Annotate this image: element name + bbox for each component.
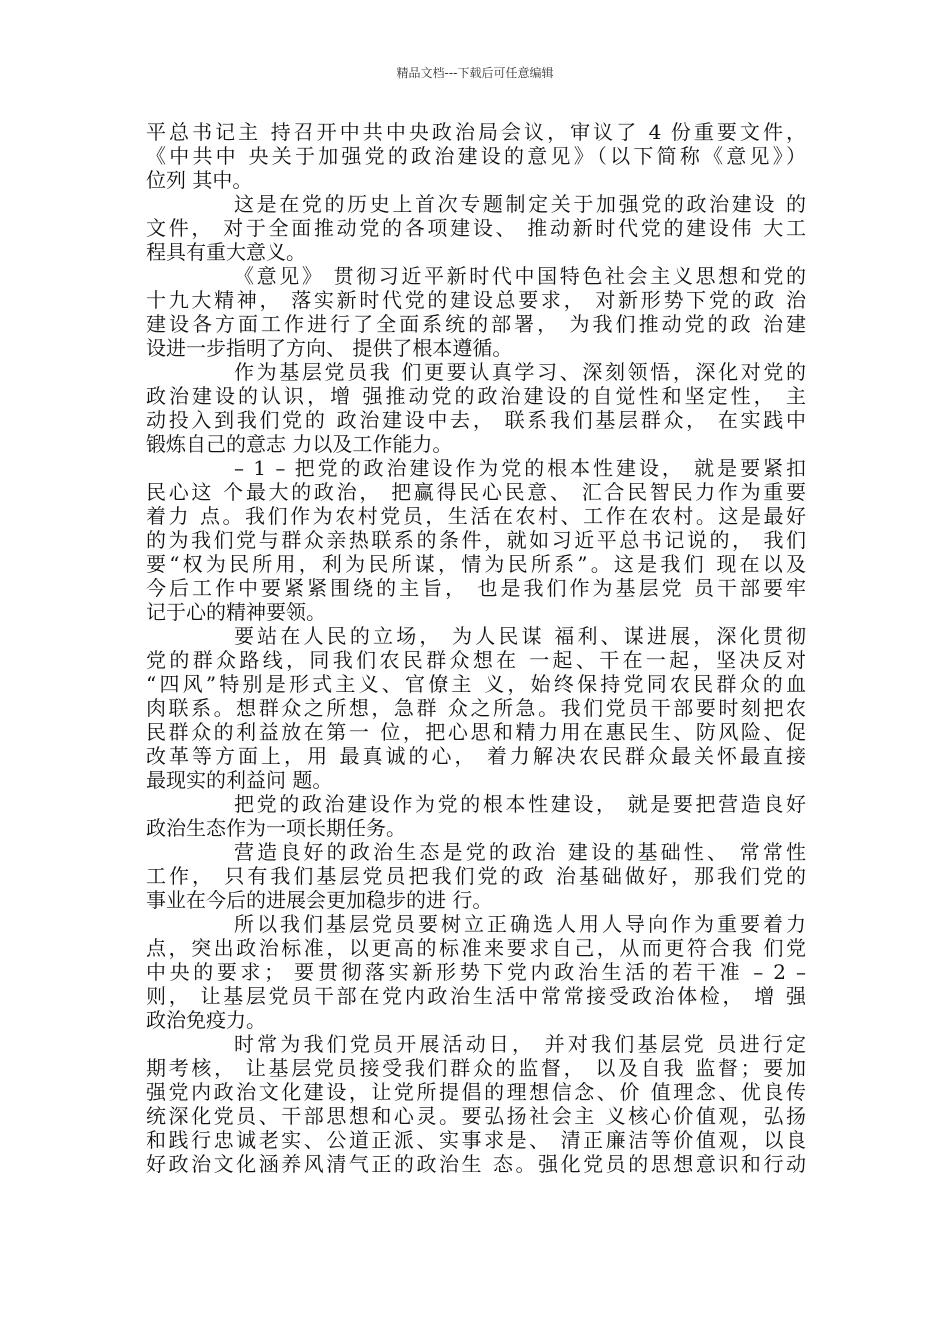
text-line: 今后工作中要紧紧围绕的主旨， 也是我们作为基层党 员干部要牢 — [146, 576, 806, 600]
text-line: 党的群众路线，同我们农民群众想在 一起、干在一起，坚决反对 — [146, 648, 806, 672]
text-line: 期考核， 让基层党员接受我们群众的监督， 以及自我 监督；要加 — [146, 1056, 806, 1080]
text-line: 点，突出政治标准，以更高的标准来要求自己，从而更符合我 们党 — [146, 936, 806, 960]
text-line: 建设各方面工作进行了全面系统的部署， 为我们推动党的政 治建 — [146, 312, 806, 336]
text-line: 民心这 个最大的政治， 把赢得民心民意、 汇合民智民力作为重要 — [146, 480, 806, 504]
text-line: 中央的要求； 要贯彻落实新形势下党内政治生活的若干准 – 2 – — [146, 960, 806, 984]
text-line: 要站在人民的立场， 为人民谋 福利、谋进展，深化贯彻 — [234, 624, 806, 648]
text-line: 营造良好的政治生态是党的政治 建设的基础性、 常常性 — [234, 840, 806, 864]
paragraph — [146, 624, 806, 792]
text-line: 《中共中 央关于加强党的政治建设的意见》（以下简称《意见》） — [146, 144, 806, 168]
text-line: 文件， 对于全面推动党的各项建设、 推动新时代党的建设伟 大工 — [146, 216, 806, 240]
paragraph — [146, 1032, 806, 1176]
paragraph — [146, 912, 806, 1032]
document-body — [146, 120, 806, 1176]
paragraph — [146, 360, 806, 456]
text-line: 时常为我们党员开展活动日， 并对我们基层党 员进行定 — [234, 1032, 806, 1056]
text-line: 最现实的利益问 题。 — [146, 768, 333, 792]
page-header: 精品文档---下载后可任意编辑 — [396, 66, 554, 80]
text-line: 作为基层党员我 们更要认真学习、深刻领悟，深化对党的 — [234, 360, 806, 384]
text-line: 肉联系。想群众之所想，急群 众之所急。我们党员干部要时刻把农 — [146, 696, 806, 720]
text-line: 政治免疫力。 — [146, 1008, 266, 1032]
text-line: 锻炼自己的意志 力以及工作能力。 — [146, 432, 453, 456]
text-line: 要“权为民所用，利为民所谋，情为民所系”。这是我们 现在以及 — [146, 552, 806, 576]
paragraph — [146, 792, 806, 840]
text-line: 记于心的精神要领。 — [146, 600, 326, 624]
paragraph — [146, 264, 806, 360]
text-line: 和践行忠诚老实、公道正派、实事求是、 清正廉洁等价值观，以良 — [146, 1128, 806, 1152]
text-line: 位列 其中。 — [146, 168, 253, 192]
text-line: – 1 – 把党的政治建设作为党的根本性建设， 就是要紧扣 — [234, 456, 806, 480]
paragraph — [146, 840, 806, 912]
text-line: 这是在党的历史上首次专题制定关于加强党的政治建设 的 — [234, 192, 806, 216]
text-line: “四风”特别是形式主义、官僚主 义，始终保持党同农民群众的血 — [146, 672, 806, 696]
text-line: 事业在今后的进展会更加稳步的进 行。 — [146, 888, 493, 912]
paragraph — [146, 120, 806, 192]
paragraph — [146, 192, 806, 264]
text-line: 动投入到我们党的 政治建设中去， 联系我们基层群众， 在实践中 — [146, 408, 806, 432]
text-line: 十九大精神， 落实新时代党的建设总要求， 对新形势下党的政 治 — [146, 288, 806, 312]
paragraph — [146, 456, 806, 624]
text-line: 《意见》 贯彻习近平新时代中国特色社会主义思想和党的 — [234, 264, 806, 288]
text-line: 统深化党员、干部思想和心灵。要弘扬社会主 义核心价值观，弘扬 — [146, 1104, 806, 1128]
text-line: 改革等方面上，用 最真诚的心， 着力解决农民群众最关怀最直接 — [146, 744, 806, 768]
text-line: 强党内政治文化建设，让党所提倡的理想信念、价 值理念、优良传 — [146, 1080, 806, 1104]
text-line: 所以我们基层党员要树立正确选人用人导向作为重要着力 — [234, 912, 806, 936]
text-line: 好政治文化涵养风清气正的政治生 态。强化党员的思想意识和行动 — [146, 1152, 806, 1176]
text-line: 着力 点。我们作为农村党员，生活在农村、工作在农村。这是最好 — [146, 504, 806, 528]
text-line: 则， 让基层党员干部在党内政治生活中常常接受政治体检， 增 强 — [146, 984, 806, 1008]
text-line: 政治建设的认识，增 强推动党的政治建设的自觉性和坚定性， 主 — [146, 384, 806, 408]
text-line: 政治生态作为一项长期任务。 — [146, 816, 406, 840]
text-line: 的为我们党与群众亲热联系的条件，就如习近平总书记说的， 我们 — [146, 528, 806, 552]
text-line: 把党的政治建设作为党的根本性建设， 就是要把营造良好 — [234, 792, 806, 816]
text-line: 程具有重大意义。 — [146, 240, 306, 264]
text-line: 工作， 只有我们基层党员把我们党的政 治基础做好，那我们党的 — [146, 864, 806, 888]
text-line: 民群众的利益放在第一 位，把心思和精力用在惠民生、防风险、促 — [146, 720, 806, 744]
text-line: 设进一步指明了方向、 提供了根本遵循。 — [146, 336, 513, 360]
text-line: 平总书记主 持召开中共中央政治局会议，审议了 4 份重要文件， — [146, 120, 806, 144]
